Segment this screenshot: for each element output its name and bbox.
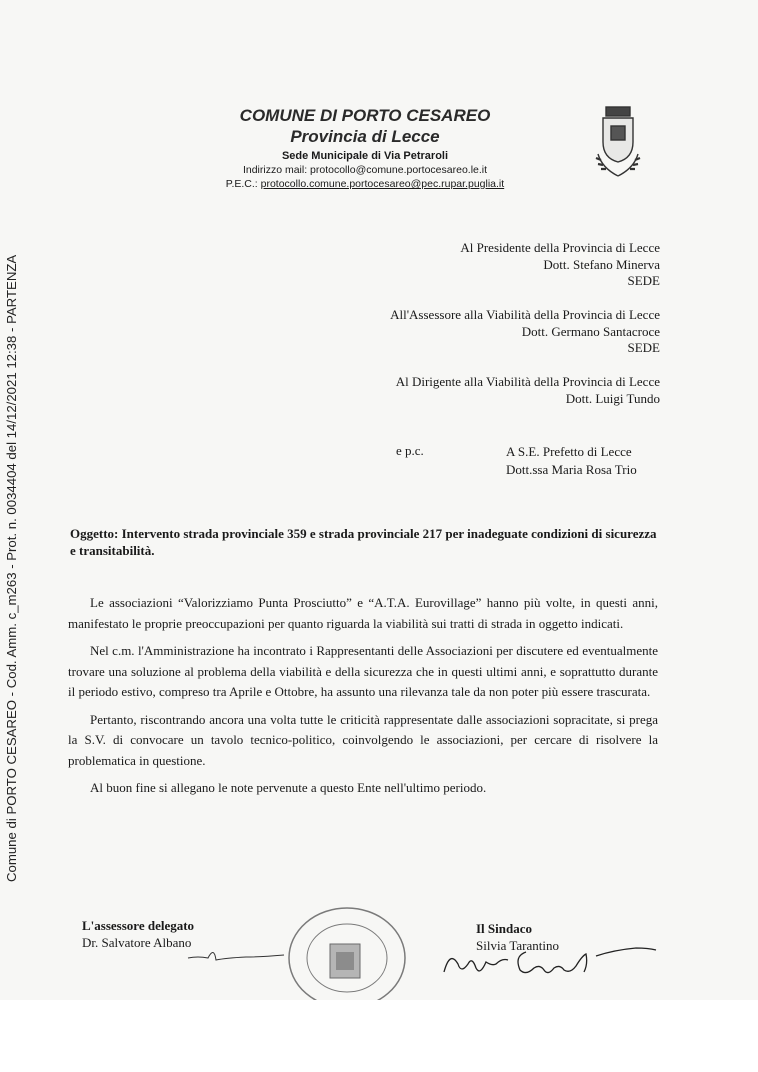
cc-line: A S.E. Prefetto di Lecce [506,444,632,459]
signatory-title: Il Sindaco [476,921,532,936]
body-paragraph: Pertanto, riscontrando ancora una volta tutte le criticità rappresentate dalle associazioni sopracitate, si prega la S.V. di convocare un tavolo tecnico-politico, coinvolgendo le associazioni, per cercare di risolvere la problematica in questione. [68,711,658,768]
recipient-line: Al Dirigente alla Viabilità della Provincia di Lecce [395,374,660,389]
pec-address [160,178,570,190]
handwritten-mark [186,938,286,968]
protocol-side-stamp: Comune di PORTO CESAREO - Cod. Amm. c_m263 - Prot. n. 0034404 del 14/12/2021 12:38 - PARTENZA [4,254,19,882]
recipient-line: SEDE [627,273,660,288]
province-name: Provincia di Lecce [290,127,440,146]
cc-line: Dott.ssa Maria Rosa Trio [506,462,637,477]
pec-label: P.E.C.: [225,178,258,190]
email-address: Indirizzo mail: protocollo@comune.portocesareo.le.it [242,164,488,176]
pec-link[interactable]: protocollo.comune.portocesareo@pec.rupar.puglia.it [260,178,505,190]
recipient-line: Dott. Stefano Minerva [543,256,660,272]
municipality-title: COMUNE DI PORTO CESAREO [239,106,491,125]
recipient-line: Al Presidente della Provincia di Lecce [460,240,660,255]
letter-subject: Oggetto: Intervento strada provinciale 359 e strada provinciale 217 per inadeguate condizioni di sicurezza e transitabilità. [70,526,657,558]
signatory-title: L'assessore delegato [82,918,195,933]
recipient-block-assessore [390,307,660,357]
signatory-name: Dr. Salvatore Albano [82,935,192,950]
body-paragraph: Al buon fine si allegano le note pervenute a questo Ente nell'ultimo periodo. [90,780,487,795]
mayor-handwritten-signature [436,930,666,990]
cc-recipient [506,443,637,479]
cc-label: e p.c. [396,443,424,458]
signatory-name: Silvia Tarantino [476,938,559,953]
recipient-block-dirigente [396,374,660,407]
letterhead [160,106,570,190]
recipient-block-president [460,240,660,290]
recipient-line: Dott. Luigi Tundo [565,390,660,406]
recipient-line: All'Assessore alla Viabilità della Provincia di Lecce [390,307,660,322]
recipient-line: Dott. Germano Santacroce [521,323,660,339]
municipal-seal-stamp [284,900,410,1000]
municipal-seat: Sede Municipale di Via Petraroli [281,150,449,162]
letter-body [68,593,658,806]
signature-block-assessore [82,917,194,951]
body-paragraph: Nel c.m. l'Amministrazione ha incontrato i Rappresentanti delle Associazioni per discutere ed eventualmente trovare una soluzione al problema della viabilità e della sicurezza che in questi ultimi anni, e soprattutto durante il periodo estivo, compreso tra Aprile e Ottobre, ha assunto una rilevanza tale da non poter più essere trascurata. [68,643,658,699]
coat-of-arms-icon [590,104,646,182]
recipient-line: SEDE [627,340,660,355]
body-paragraph: Le associazioni “Valorizziamo Punta Prosciutto” e “A.T.A. Eurovillage” hanno più volte, in questi anni, manifestato le proprie preoccupazioni per quanto riguarda la viabilità sui tratti di strada in oggetto indicati. [68,595,658,631]
